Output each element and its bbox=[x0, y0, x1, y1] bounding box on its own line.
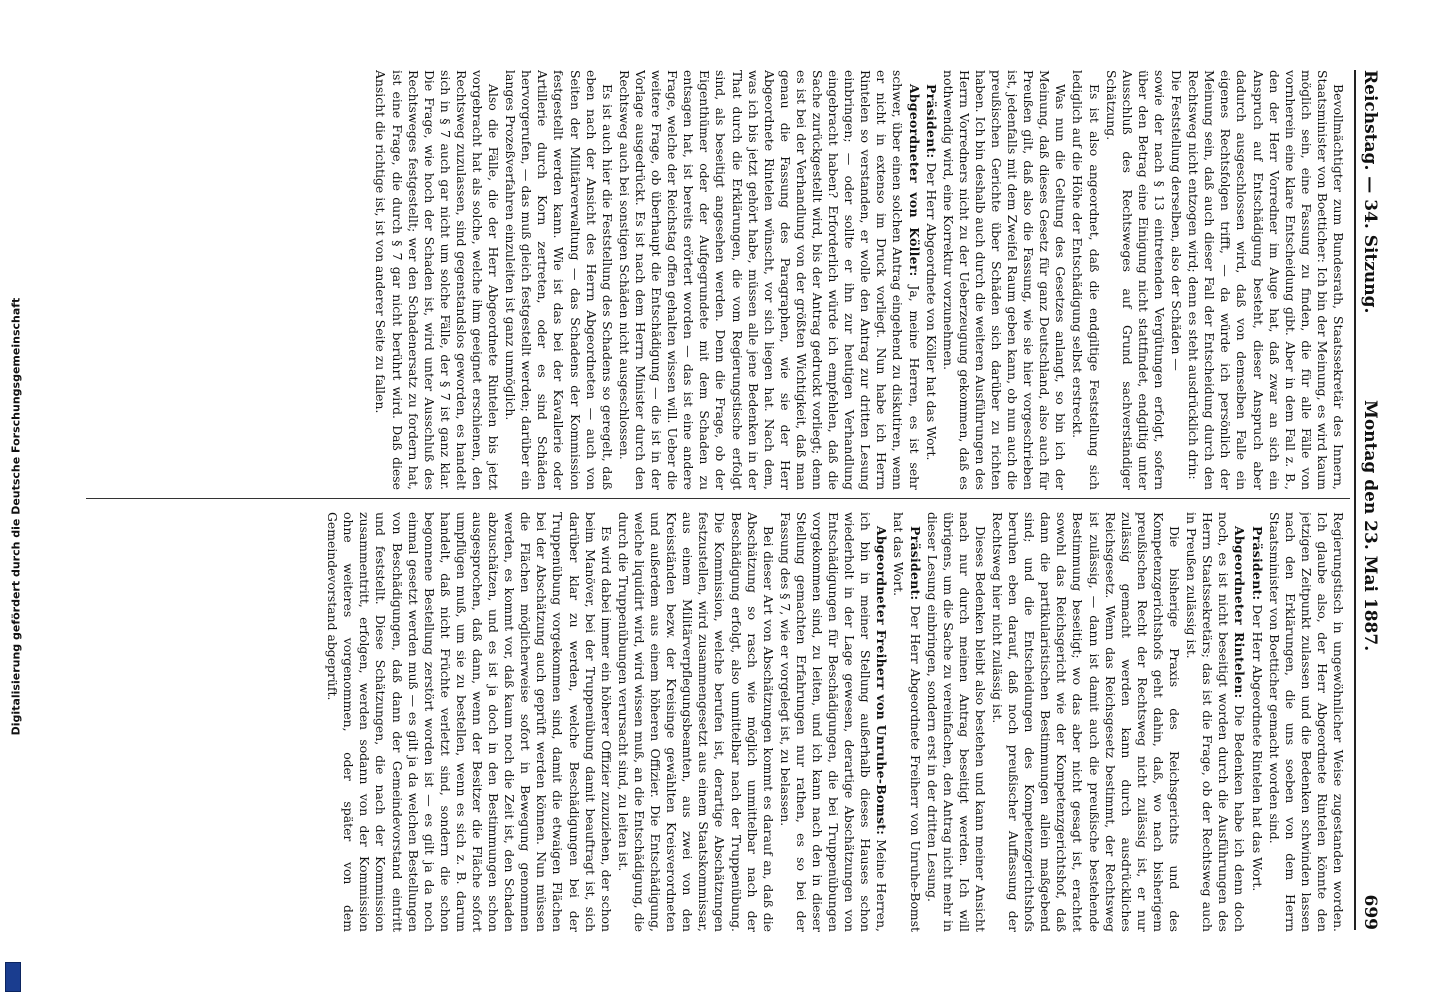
footer-text: Digitalisierung gefördert durch die Deutsche Forschungsgemeinschaft bbox=[9, 297, 23, 736]
speaker-name: Präsident: bbox=[907, 526, 923, 601]
paragraph bbox=[890, 512, 922, 932]
speaker-name: Präsident: bbox=[1249, 526, 1265, 601]
paragraph bbox=[923, 70, 939, 490]
header-rule bbox=[1354, 70, 1356, 930]
header-date: Montag den 23. Mai 1887. bbox=[1360, 400, 1380, 652]
paragraph-text: sowie der nach § 13 eintretenden Vergütungen erfolgt, sofern über den Betrag eine Einigung nicht stattfindet, endgiltig unter Ausschluß des Rechtsweges auf Grund sachverständiger Schätzung. bbox=[1103, 70, 1167, 490]
footer-strip bbox=[6, 40, 26, 990]
paragraph bbox=[1266, 512, 1346, 932]
paragraph bbox=[924, 512, 988, 932]
paragraph bbox=[372, 70, 501, 490]
paragraph bbox=[1248, 512, 1264, 932]
paragraph-text: Der Herr Abgeordnete von Köller hat das Wort. bbox=[923, 158, 939, 461]
paragraph-text: Es ist auch hier die Feststellung des Schadens so geregelt, daß eben nach der Ansicht des Herrn Abgeordneten — auch von Seiten der Militärverwaltung — das Schadens der Kommission festgestellt werden kann. Wie ist das bei der Kavallerie oder Artillerie durch Korn zertreten, oder es sind Schäden hervorgerufen, — das muß gleich festgestellt werden; darüber ein langes Prozeßverfahren einzuleiten ist ganz unmöglich. bbox=[503, 70, 615, 490]
paragraph bbox=[1069, 70, 1101, 490]
paragraph-text: Die Feststellung derselben, also der Schäden — bbox=[1169, 70, 1185, 371]
paragraph bbox=[989, 512, 1182, 932]
paragraph-text: Es ist also angeordnet, daß die endgiltige Feststellung sich lediglich auf die Höhe der Entschädigung selbst erstreckt. bbox=[1070, 70, 1102, 490]
paragraph-text: Der Herr Abgeordnete Freiherr von Unruhe-Bomst hat das Wort. bbox=[891, 512, 923, 932]
paragraph bbox=[777, 512, 890, 932]
paragraph bbox=[1103, 70, 1167, 490]
paragraph-text: Also die Fälle, die der Herr Abgeordnete Rintelen bis jetzt vorgebracht hat als solche, welche ihm geeignet erschienen, den Rechtsweg zuzulassen, sind gegenstandslos geworden, es handelt sich in § 7 auch gar nicht um solche Fälle, der § 7 ist ganz klar. Die Frage, wie hoch der Schaden ist, wird unter Ausschluß des Rechtsweges festgestellt; wer den Schadenersatz zu fordern hat, ist eine Frage, die durch § 7 gar nicht berührt wird. Daß diese Ansicht die richtige ist, ist von anderer Seite zu fallen. bbox=[373, 70, 502, 490]
paragraph-text: Es wird dabei immer ein höherer Offizier zuzuziehen, der schon beim Manöver, bei der Truppenübung damit beauftragt ist, sich darüber klar zu werden, welche Beschädigungen bei der Truppenübung vorgekommen sind, damit die etwaigen Flächen bei der Abschätzung auch geprüft werden können. Nun müssen die Flächen möglicherweise sofort in Bewegung genommen werden, es kommt vor, daß kaum noch die Zeit ist, den Schaden abzuschätzen, und es ist ja doch in den Bestimmungen schon ausgesprochen, daß dann, wenn der Besitzer die Fläche sofort umpflügen muß, um sie zu bestellen, wenn es sich z. B. darum handelt, daß nicht Früchte verletzt sind, sondern die schon begonnene Bestellung zerstört worden ist — es gilt ja da noch einmal gesetzt werden muß — es gilt ja da welchen Bestellungen von Beschädigungen, daß dann der Gemeindevorstand eintritt und feststellt. Diese Schätzungen, die nach der Kommission zusammentritt, erfolgen, werden sodann von der Kommission ohne weiteres vorgenommen, oder später von dem Gemeindevorstand abgeprüft. bbox=[325, 512, 614, 932]
paragraph bbox=[502, 70, 615, 490]
paragraph-text: Bei dieser Art von Abschätzungen kommt es darauf an, daß die Abschätzung so rasch wie möglich unmittelbar nach der Beschädigung erfolgt, also unmittelbar nach der Truppenübung. Die Kommission, welche berufen ist, derartige Abschätzungen festzustellen, wird zusammengesetzt aus einem Staatskommissar, aus einem Militärverpflegungsbeamten, aus zwei von den Kreisständen bezw. der Kreisinge gewählten Kreisverordneten und außerdem aus einem höheren Offizier. Die Entschädigung, welche liquidirt wird, wird wissen muß, an die Entschädigung, die durch die Truppenübungen verursacht sind, zu leiten ist. bbox=[615, 512, 776, 932]
paragraph bbox=[324, 512, 614, 932]
column-divider bbox=[86, 498, 1350, 499]
paragraph-text: Ja, meine Herren, es ist sehr schwer, über einen solchen Antrag eingehend zu diskutiren, wenn er nicht in extenso im Druck vorliegt. Nun habe ich Herrn Rintelen so verstanden, er wolle den Antrag zur dritten Lesung einbringen; — oder sollte er ihn zur heutigen Verhandlung eingebracht haben? Erforderlich würde ich empfehlen, daß die Sache zurückgestellt wird, bis der Antrag gedruckt vorliegt; denn es ist bei der Verhandlung von der größten Wichtigkeit, daß man genau die Fassung des Paragraphen, wie sie der Herr Abgeordnete Rintelen wünscht, vor sich liegen hat. Nach dem, was ich bis jetzt gehört habe, müssen alle jene Bedenken in der That durch die Erklärungen, die vom Regierungstische erfolgt sind, als beseitigt angesehen werden. Denn die Frage, ob der Eigenthümer oder der Aufgegrundete mit dem Schaden zu entsagen hat, ist bereits erörtert worden — das ist eine andere Frage, welche der Reichstag offen gehalten wissen will. Ueber die weitere Frage, ob überhaupt die Entschädigung — die ist in der Vorlage ausgedrückt. Es ist nach dem Herrn Minister durch den Rechtsweg auch bei sonstigen Schäden nicht ausgeschlossen. bbox=[616, 70, 922, 490]
header-left: Reichstag. — 34. Sitzung. bbox=[1360, 70, 1380, 314]
paragraph bbox=[616, 70, 922, 490]
speaker-name: Abgeordneter von Köller: bbox=[906, 84, 922, 277]
paragraph-text: Was nun die Geltung des Gesetzes anlangt, so bin ich der Meinung, daß dieses Gesetz für ganz Deutschland, also auch für Preußen gilt, daß also die Fassung, wie sie hier vorgeschrieben ist, jedenfalls mit dem Zweifel Raum geben kann, ob nun auch die preußischen Gerichte über Schäden sich darüber zu richten haben. Ich bin deshalb auch durch die weiteren Ausführungen des Herrn Vorredners nicht zu der Ueberzeugung gekommen, daß es nothwendig wird, eine Korrektur vorzunehmen. bbox=[940, 70, 1069, 490]
paragraph bbox=[940, 70, 1069, 490]
speaker-name: Präsident: bbox=[923, 84, 939, 159]
page-header bbox=[1354, 70, 1386, 930]
document-page bbox=[76, 50, 1396, 950]
paragraph-text: Bevollmächtigter zum Bundesrath, Staatssekretär des Innern, Staatsminister von Boetticher: Ich bin der Meinung, es wird kaum möglich sein, eine Fassung zu finden, die für alle Fälle von vornherein eine klare Entscheidung gibt. Aber in dem Fall z. B., den der Herr Vorredner im Auge hat, daß zwar an sich ein Anspruch auf Entschädigung besteht, dieser Anspruch aber dadurch ausgeschlossen wird, daß von demselben Falle ein eigenes Rechtsfolgen trifft, — da würde ich persönlich der Meinung sein, daß auch dieser Fall der Entscheidung durch den Rechtsweg nicht entzogen wird; denn es steht ausdrücklich drin: bbox=[1186, 70, 1346, 490]
paragraph bbox=[1183, 512, 1247, 932]
paragraph-text: Der Herr Abgeordnete Rintelen hat das Wort. bbox=[1249, 600, 1265, 892]
paragraph-text: Die Bedenken habe ich denn doch noch, es ist nicht beseitigt worden durch die Ausführungen des Herrn Staatssekretärs; das ist die Frage, ob der Rechtsweg auch in Preußen zulässig ist. bbox=[1184, 512, 1248, 932]
dfg-logo bbox=[5, 962, 21, 992]
paragraph-text: Dieses Bedenken bleibt also bestehen und kann meiner Ansicht nach nur durch meinen Antrag beseitigt werden. Ich will übrigens, um die Sache zu vereinfachen, den Antrag nicht mehr in dieser Lesung einbringen, sondern erst in der dritten Lesung. bbox=[924, 512, 988, 932]
page-number: 699 bbox=[1360, 894, 1380, 930]
paragraph-text: Die bisherige Praxis des Reichsgerichts und des Kompetenzgerichtshofs geht dahin, daß, wo nach bisherigem preußischen Recht der Rechtsweg nicht zulässig ist, er nur zulässig gemacht werden kann durch ausdrückliches Reichsgesetz. Wenn das Reichsgesetz bestimmt, der Rechtsweg ist zulässig, — dann ist damit auch die preußische bestehende Bestimmung beseitigt; wo das aber nicht gesagt ist, erachtet sowohl das Reichsgericht wie der Kompetenzgerichtshof, daß dann die partikularistischen Bestimmungen allein maßgebend sind; und die Entscheidungen des Kompetenzgerichtshofs beruhen eben darauf, daß noch preußischer Auffassung der Rechtsweg hier nicht zulässig ist. bbox=[990, 512, 1183, 932]
speaker-name: Abgeordneter Freiherr von Unruhe-Bomst: bbox=[874, 526, 890, 836]
paragraph-text: Regierungstisch in ungewöhnlicher Weise zugestanden worden. Ich glaube also, der Herr Abgeordnete Rintelen könnte den jetzigen Zeitpunkt zulassen und die Bedenken schwinden lassen nach den Erklärungen, die uns soeben von dem Herrn Staatsminister von Boetticher gemacht worden sind. bbox=[1266, 512, 1346, 932]
right-column bbox=[88, 512, 1346, 932]
left-column bbox=[88, 70, 1346, 490]
paragraph-text: Meine Herren, ich bin in meiner Stellung außerhalb dieses Hauses schon wiederholt in der Lage gewesen, derartige Abschätzungen von Entschädigungen für Beschädigungen, die bei Truppenübungen vorgekommen sind, zu leiten, und ich kann nach den in dieser Stellung gemachten Erfahrungen nur rathen, es so bei der Fassung des § 7, wie er vorgelegt ist, zu belassen. bbox=[777, 512, 890, 932]
speaker-name: Abgeordneter Rintelen: bbox=[1232, 526, 1248, 699]
paragraph bbox=[615, 512, 776, 932]
paragraph bbox=[1185, 70, 1346, 490]
paragraph bbox=[1168, 70, 1184, 490]
